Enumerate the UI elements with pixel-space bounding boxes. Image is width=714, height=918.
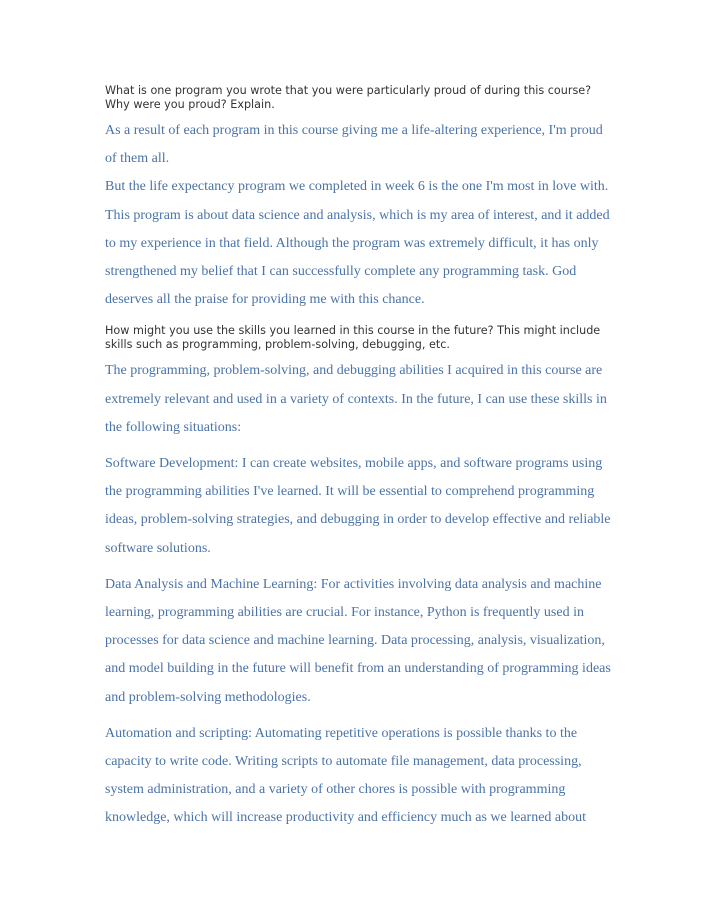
answer-1-paragraph-1: As a result of each program in this course giving me a life-altering experience, I'm proud of them all.	[105, 123, 603, 167]
question-1: What is one program you wrote that you were particularly proud of during this course? Why were you proud? Explain.	[105, 84, 592, 111]
answer-2-data-analysis: Data Analysis and Machine Learning: For activities involving data analysis and machine learning, programming abilities are crucial. For instance, Python is frequently used in processes for data science and machine learning. Data processing, analysis, visualization, and model building in the future will benefit from an understanding of programming ideas and problem-solving methodologies.	[105, 576, 611, 705]
answer-1-paragraph-2: But the life expectancy program we completed in week 6 is the one I'm most in love with. This program is about data science and analysis, which is my area of interest, and it added to my experience in that field. Although the program was extremely difficult, it has only strengthened my belief that I can successfully complete any programming task. God deserves all the praise for providing me with this chance.	[105, 179, 610, 308]
answer-2-paragraph-1: The programming, problem-solving, and debugging abilities I acquired in this course are extremely relevant and used in a variety of contexts. In the future, I can use these skills in the following situations:	[105, 363, 607, 435]
answer-2-software-development: Software Development: I can create websites, mobile apps, and software programs using the programming abilities I've learned. It will be essential to comprehend programming ideas, problem-solving strategies, and debugging in order to develop effective and reliable software solutions.	[105, 456, 611, 556]
question-2: How might you use the skills you learned in this course in the future? This might include skills such as programming, problem-solving, debugging, etc.	[105, 324, 601, 351]
document-page	[105, 84, 617, 833]
answer-2-automation: Automation and scripting: Automating repetitive operations is possible thanks to the capacity to write code. Writing scripts to automate file management, data processing, system administration, and a variety of other chores is possible with programming knowledge, which will increase productivity and efficiency much as we learned about	[105, 725, 587, 826]
